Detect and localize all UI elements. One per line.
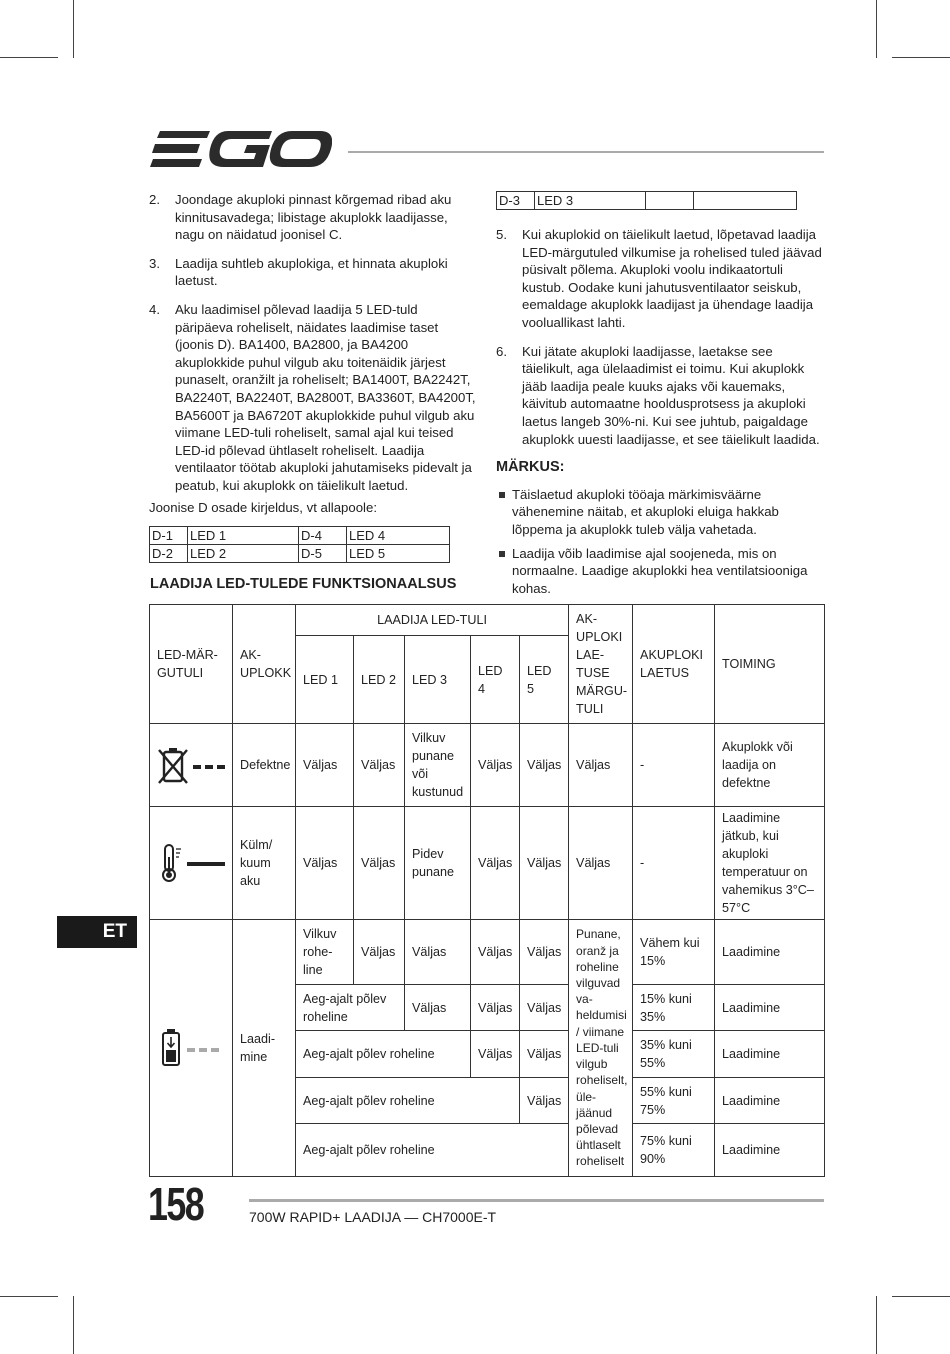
led-key-table-cont — [496, 191, 797, 210]
battery-defect-icon — [157, 745, 227, 785]
header-led: LED 1 — [296, 636, 354, 724]
led-state: Vilkuv rohe-line — [296, 920, 354, 985]
note-item: Täislaetud akuploki tööaja märkimisväärne vähenemine näitab, et akuploki eluiga hakkab lõppema ja akuplokk tuleb välja vahetada. — [496, 486, 824, 539]
indicator-cell — [150, 807, 233, 920]
led-state: Väljas — [520, 1031, 569, 1078]
step-text: Aku laadimisel põlevad laadija 5 LED-tuld päripäeva roheliselt, näidates laadimise taset (joonis D). BA1400, BA2800, ja BA4200 akuplokkide puhul vilgub aku toitenäidik järjest punaselt, oranžilt ja roheliselt; BA1400T, BA2242T, BA2240T, BA2240T, BA2800T, BA3360T, BA4200T, BA5600T ja BA6720T akuplokkide puhul vilgub aku viimane LED-tuli roheliselt, samal ajal kui teised LED-id põlevad ühtlaselt roheliselt. Laadija ventilaator töötab akuploki jahutamiseks pidevalt ja peatub, kui akuplokk on täielikult laetud. — [175, 301, 476, 493]
charge-level: Vähem kui 15% — [633, 920, 715, 985]
led-state: Aeg-ajalt põlev roheline — [296, 1031, 471, 1078]
led-state: Aeg-ajalt põlev roheline — [296, 1124, 569, 1177]
step-item — [149, 191, 479, 244]
right-column — [496, 191, 824, 603]
led-state: Väljas — [520, 920, 569, 985]
key-id: D-3 — [497, 192, 535, 210]
charge-level: 15% kuni 35% — [633, 985, 715, 1031]
ego-logo — [150, 131, 332, 171]
key-id: D-1 — [150, 527, 188, 545]
header-rule — [348, 151, 824, 153]
led-state: Aeg-ajalt põlev roheline — [296, 985, 405, 1031]
led-state: Väljas — [471, 807, 520, 920]
battery-charging-icon — [157, 1028, 227, 1068]
thermometer-icon — [157, 843, 227, 883]
note-title: MÄRKUS: — [496, 459, 565, 476]
key-intro: Joonise D osade kirjeldus, vt allapoole: — [149, 499, 377, 515]
crop-mark — [0, 1296, 58, 1297]
led-state: Väljas — [405, 920, 471, 985]
battery-led-state: Väljas — [569, 724, 633, 807]
led-state: Väljas — [354, 724, 405, 807]
crop-mark — [892, 1296, 950, 1297]
led-state: Väljas — [471, 920, 520, 985]
table-row — [150, 545, 450, 563]
header-led: LED 3 — [405, 636, 471, 724]
action-text: Laadimine jätkub, kui akuploki temperatuur on vahemikus 3°C–57°C — [715, 807, 825, 920]
footer-product: 700W RAPID+ LAADIJA — CH7000E-T — [249, 1209, 497, 1225]
step-number: 5. — [496, 227, 507, 242]
step-item — [496, 343, 824, 449]
led-state: Väljas — [520, 807, 569, 920]
key-id: D-4 — [299, 527, 347, 545]
header-battery: AK-UPLOKK — [233, 605, 296, 724]
led-state: Väljas — [405, 985, 471, 1031]
step-number: 2. — [149, 192, 160, 207]
led-state: Väljas — [520, 1078, 569, 1124]
crop-mark — [73, 1296, 74, 1354]
action-text: Laadimine — [715, 1124, 825, 1177]
header-indicator: LED-MÄR-GUTULI — [150, 605, 233, 724]
header-charger-led: LAADIJA LED-TULI — [296, 605, 569, 636]
action-text: Laadimine — [715, 1078, 825, 1124]
table-header-row — [150, 605, 825, 636]
led-key-table — [149, 526, 450, 563]
crop-mark — [73, 0, 74, 58]
key-label: LED 2 — [188, 545, 299, 563]
section-title: LAADIJA LED-TULEDE FUNKTSIONAALSUS — [150, 576, 457, 592]
table-row — [150, 527, 450, 545]
led-state: Aeg-ajalt põlev roheline — [296, 1078, 520, 1124]
table-row — [150, 724, 825, 807]
indicator-cell — [150, 920, 233, 1177]
action-text: Laadimine — [715, 920, 825, 985]
step-number: 6. — [496, 343, 507, 359]
page-number: 158 — [148, 1178, 204, 1230]
left-column — [149, 191, 479, 563]
step-text: Laadija suhtleb akuplokiga, et hinnata akuploki laetust. — [175, 255, 448, 289]
led-state: Väljas — [520, 985, 569, 1031]
crop-mark — [876, 1296, 877, 1354]
charge-level: - — [633, 807, 715, 920]
charge-level: 35% kuni 55% — [633, 1031, 715, 1078]
key-label: LED 3 — [535, 192, 646, 210]
led-state: Väljas — [471, 724, 520, 807]
led-state: Vilkuv punane või kustunud — [405, 724, 471, 807]
language-tab: ET — [57, 916, 137, 948]
key-label — [694, 192, 797, 210]
step-text: Joondage akuploki pinnast kõrgemad ribad aku kinnitusavadega; libistage akuplokk laadijasse, nagu on näidatud joonisel C. — [175, 192, 452, 243]
led-state: Väljas — [471, 1031, 520, 1078]
battery-led-state: Punane, oranž ja roheline vilguvad va-heldumisi / viimane LED-tuli vilgub roheliselt, üle-jäänud põlevad ühtlaselt roheliselt — [569, 920, 633, 1177]
crop-mark — [0, 57, 58, 58]
charge-level: 55% kuni 75% — [633, 1078, 715, 1124]
header-charge: AKUPLOKI LAETUS — [633, 605, 715, 724]
notes-list — [496, 486, 824, 598]
step-text: Kui jätate akuploki laadijasse, laetakse see täielikult, aga ülelaadimist ei toimu. Kui akuplokk jääb laadija peale kuuks ajaks või kauemaks, käivitub automaatne hooldusprotsess ja akuploki laetus langeb 30%-ni. Kui see juhtub, paigaldage akuplokk uuesti laadijasse, et see täielikult laadida. — [522, 343, 820, 447]
step-item — [496, 226, 824, 332]
step-number: 3. — [149, 255, 160, 271]
battery-state: Defektne — [233, 724, 296, 807]
key-id — [646, 192, 694, 210]
key-label: LED 4 — [347, 527, 450, 545]
steps-list — [496, 226, 824, 448]
charge-level: 75% kuni 90% — [633, 1124, 715, 1177]
led-state: Pidev punane — [405, 807, 471, 920]
table-row — [497, 192, 797, 210]
header-led: LED 4 — [471, 636, 520, 724]
battery-state: Külm/ kuum aku — [233, 807, 296, 920]
key-id: D-2 — [150, 545, 188, 563]
crop-mark — [892, 57, 950, 58]
led-state: Väljas — [296, 807, 354, 920]
crop-mark — [876, 0, 877, 58]
key-label: LED 1 — [188, 527, 299, 545]
action-text: Laadimine — [715, 985, 825, 1031]
footer-rule — [249, 1199, 824, 1202]
header-battery-led: AK-UPLOKI LAE-TUSE MÄRGU-TULI — [569, 605, 633, 724]
action-text: Laadimine — [715, 1031, 825, 1078]
led-state: Väljas — [354, 807, 405, 920]
key-id: D-5 — [299, 545, 347, 563]
steps-list — [149, 191, 479, 495]
charge-level: - — [633, 724, 715, 807]
header-led: LED 2 — [354, 636, 405, 724]
table-row — [150, 807, 825, 920]
header-action: TOIMING — [715, 605, 825, 724]
indicator-cell — [150, 724, 233, 807]
key-label: LED 5 — [347, 545, 450, 563]
header-led: LED 5 — [520, 636, 569, 724]
led-state: Väljas — [354, 920, 405, 985]
step-number: 4. — [149, 301, 160, 317]
step-text: Kui akuplokid on täielikult laetud, lõpetavad laadija LED-märgutuled vilkumise ja rohelised tuled jäävad püsivalt põlema. Akuploki voolu indikaatortuli kustub. Oodake kuni jahutusventilaator seiskub, eemaldage akuplokk laadijast ja ühendage laadija vooluallikast lahti. — [522, 227, 822, 330]
battery-led-state: Väljas — [569, 807, 633, 920]
battery-state: Laadi-mine — [233, 920, 296, 1177]
led-state: Väljas — [296, 724, 354, 807]
note-item: Laadija võib laadimise ajal soojeneda, mis on normaalne. Laadige akuplokki hea ventilatsiooniga kohas. — [496, 545, 824, 598]
led-state: Väljas — [520, 724, 569, 807]
led-state: Väljas — [471, 985, 520, 1031]
action-text: Akuplokk või laadija on defektne — [715, 724, 825, 807]
step-item — [149, 301, 479, 495]
led-function-table — [149, 604, 825, 1177]
step-item — [149, 255, 479, 290]
table-row — [150, 920, 825, 985]
